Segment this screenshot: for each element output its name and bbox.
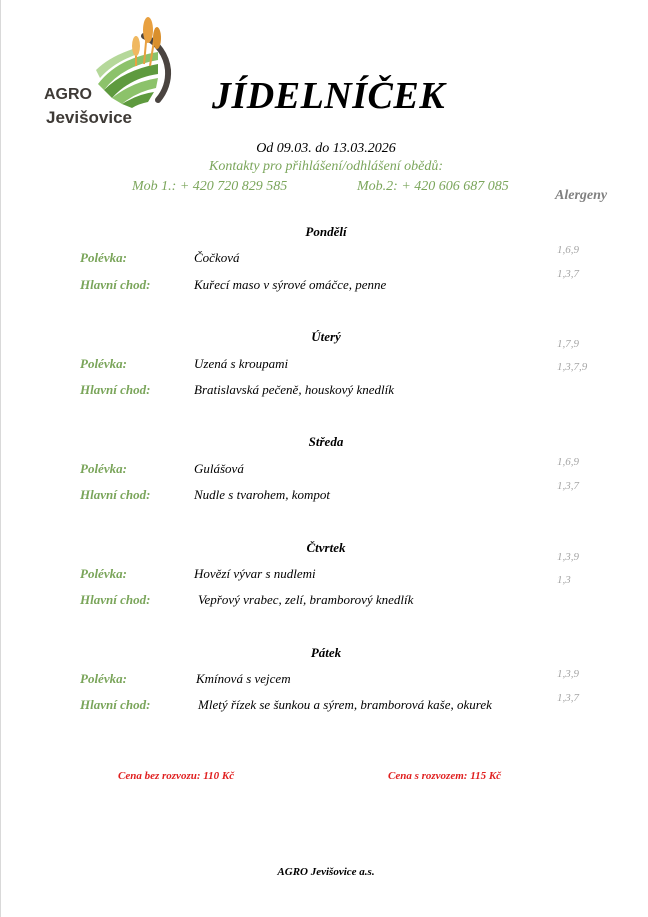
company-name: AGRO Jevišovice a.s. [277, 866, 375, 878]
page-border [0, 0, 1, 917]
day-name-patek: Pátek [310, 645, 342, 660]
phone-mob1: Mob 1.: + 420 720 829 585 [132, 179, 288, 194]
soup-dish: Hovězí vývar s nudlemi [194, 566, 316, 581]
main-dish: Vepřový vrabec, zelí, bramborový knedlík [198, 592, 414, 607]
day-name-pondeli: Pondělí [305, 224, 347, 239]
day-name-utery: Úterý [311, 329, 341, 344]
main-allergens: 1,3,7 [557, 268, 579, 280]
main-dish: Nudle s tvarohem, kompot [194, 487, 330, 502]
soup-dish: Uzená s kroupami [194, 356, 289, 371]
main-allergens: 1,3,7 [557, 692, 579, 704]
main-allergens: 1,3,7,9 [557, 361, 588, 373]
day-name-ctvrtek: Čtvrtek [306, 540, 346, 555]
logo-text-jevisovice: Jevišovice [46, 108, 133, 127]
contacts-label: Kontakty pro přihlášení/odhlášení obědů: [209, 159, 443, 174]
logo-text-agro: AGRO [44, 86, 92, 103]
main-allergens: 1,3 [557, 574, 571, 586]
main-label: Hlavní chod: [80, 382, 151, 397]
soup-dish: Čočková [194, 250, 240, 265]
soup-dish: Kmínová s vejcem [196, 671, 291, 686]
main-dish: Kuřecí maso v sýrové omáčce, penne [194, 277, 387, 292]
main-allergens: 1,3,7 [557, 480, 579, 492]
soup-dish: Gulášová [194, 461, 244, 476]
main-label: Hlavní chod: [80, 592, 151, 607]
price-with-delivery: Cena s rozvozem: 115 Kč [388, 770, 502, 782]
soup-allergens: 1,6,9 [557, 456, 579, 468]
phone-mob2: Mob.2: + 420 606 687 085 [357, 179, 509, 194]
soup-label: Polévka: [80, 566, 127, 581]
soup-allergens: 1,3,9 [557, 551, 579, 563]
soup-label: Polévka: [80, 356, 127, 371]
soup-label: Polévka: [80, 461, 127, 476]
soup-allergens: 1,6,9 [557, 244, 579, 256]
soup-allergens: 1,7,9 [557, 338, 579, 350]
date-range: Od 09.03. do 13.03.2026 [256, 141, 396, 156]
soup-label: Polévka: [80, 250, 127, 265]
main-dish: Bratislavská pečeně, houskový knedlík [194, 382, 394, 397]
main-dish: Mletý řízek se šunkou a sýrem, bramborová kaše, okurek [198, 697, 492, 712]
main-label: Hlavní chod: [80, 487, 151, 502]
main-label: Hlavní chod: [80, 697, 151, 712]
price-without-delivery: Cena bez rozvozu: 110 Kč [118, 770, 235, 782]
allergens-header: Alergeny [555, 188, 608, 203]
soup-allergens: 1,3,9 [557, 668, 579, 680]
main-label: Hlavní chod: [80, 277, 151, 292]
day-name-streda: Středa [308, 434, 344, 449]
page-title: JÍDELNÍČEK [212, 75, 446, 117]
soup-label: Polévka: [80, 671, 127, 686]
